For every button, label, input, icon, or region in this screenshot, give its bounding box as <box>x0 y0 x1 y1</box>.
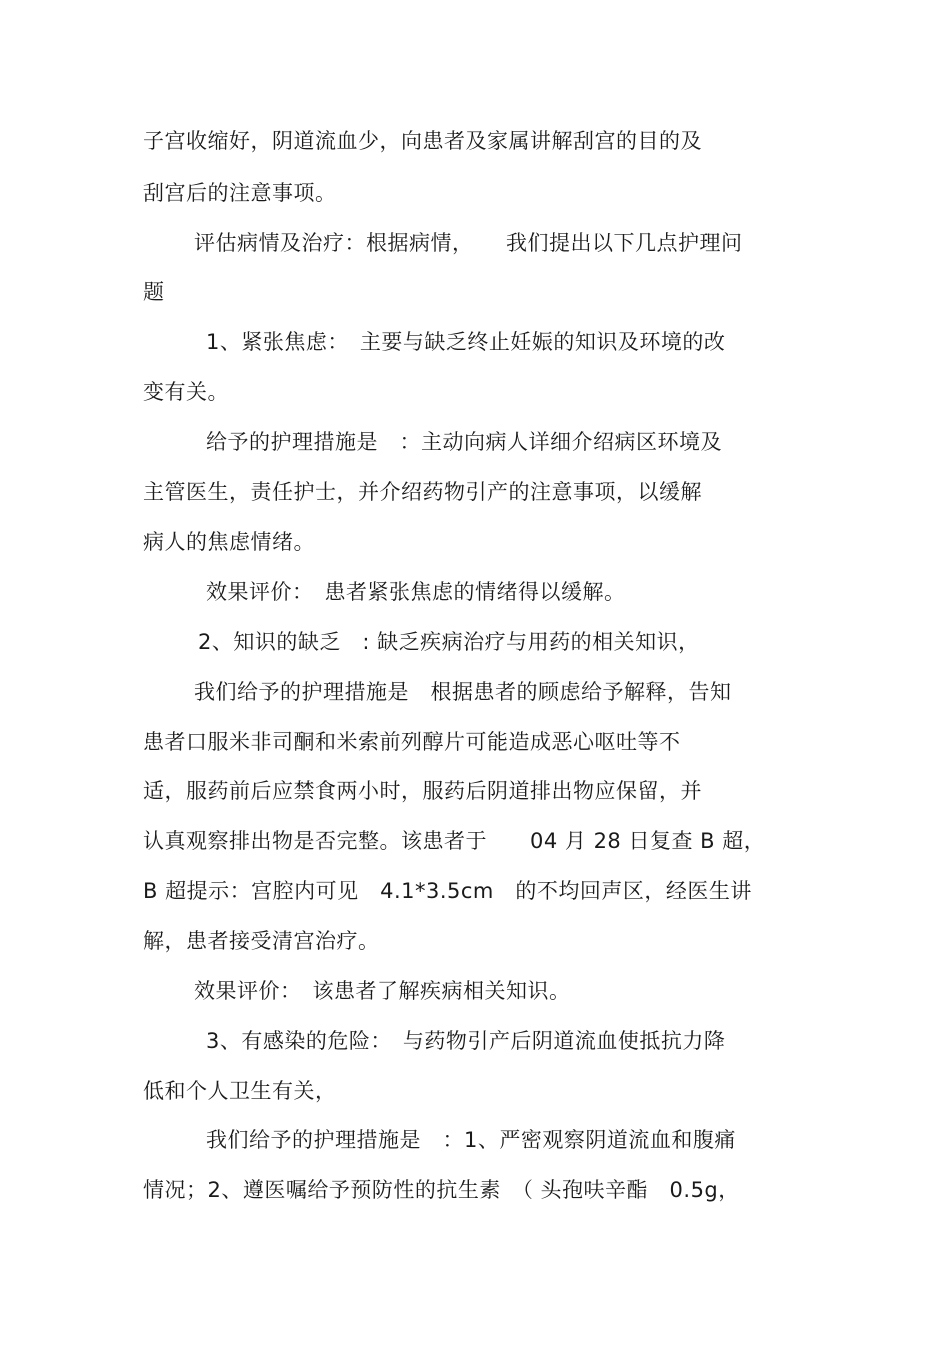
text-line-2: 刮宫后的注意事项。 <box>143 181 337 205</box>
text-line-21: 我们给予的护理措施是 ：1、严密观察阴道流血和腹痛 <box>206 1128 736 1152</box>
text-line-1: 子宫收缩好，阴道流血少，向患者及家属讲解刮宫的目的及 <box>143 129 702 153</box>
text-line-11: 2、知识的缺乏 : 缺乏疾病治疗与用药的相关知识， <box>198 630 700 654</box>
text-line-19: 3、有感染的危险： 与药物引产后阴道流血使抵抗力降 <box>206 1029 726 1053</box>
text-line-15: 认真观察排出物是否完整。该患者于 04 月 28 日复查 B 超， <box>143 829 766 853</box>
text-line-6: 变有关。 <box>143 380 229 404</box>
text-line-4: 题 <box>143 280 165 304</box>
text-line-14: 适，服药前后应禁食两小时，服药后阴道排出物应保留，并 <box>143 779 702 803</box>
text-line-22: 情况；2、遵医嘱给予预防性的抗生素 （ 头孢呋辛酯 0.5g， <box>143 1178 740 1202</box>
text-line-10: 效果评价： 患者紧张焦虑的情绪得以缓解。 <box>206 580 626 604</box>
text-line-18: 效果评价： 该患者了解疾病相关知识。 <box>194 979 571 1003</box>
text-line-13: 患者口服米非司酮和米索前列醇片可能造成恶心呕吐等不 <box>143 730 681 754</box>
text-line-5: 1、紧张焦虑： 主要与缺乏终止妊娠的知识及环境的改 <box>206 330 726 354</box>
text-line-16: B 超提示：宫腔内可见 4.1*3.5cm 的不均回声区，经医生讲 <box>143 879 752 903</box>
text-line-3: 评估病情及治疗：根据病情， 我们提出以下几点护理问 <box>194 231 743 255</box>
text-line-7: 给予的护理措施是 ：主动向病人详细介绍病区环境及 <box>206 430 722 454</box>
text-line-9: 病人的焦虑情绪。 <box>143 530 315 554</box>
text-line-8: 主管医生，责任护士，并介绍药物引产的注意事项，以缓解 <box>143 480 702 504</box>
text-line-17: 解，患者接受清宫治疗。 <box>143 929 380 953</box>
text-line-12: 我们给予的护理措施是 根据患者的顾虑给予解释，告知 <box>194 680 732 704</box>
text-line-20: 低和个人卫生有关， <box>143 1079 337 1103</box>
